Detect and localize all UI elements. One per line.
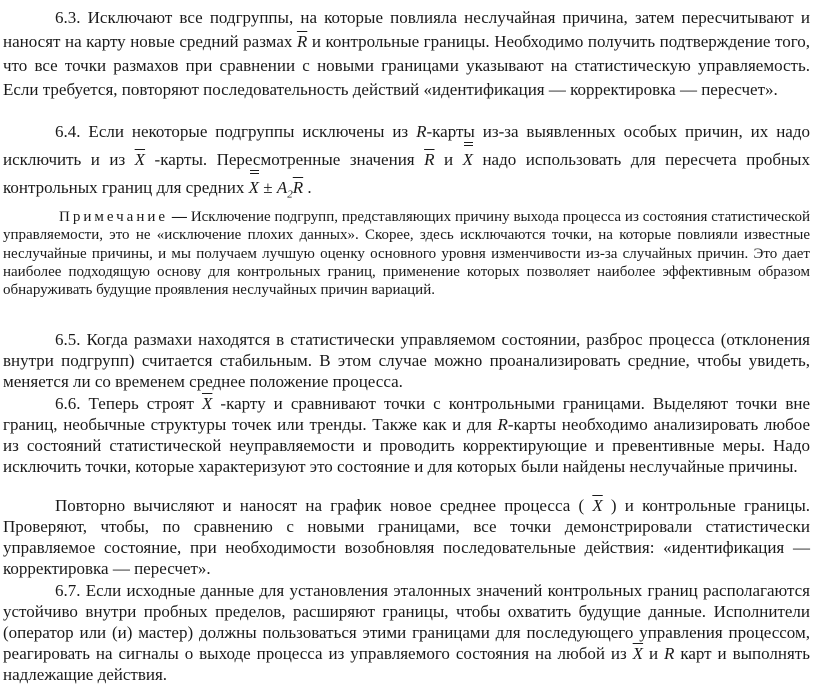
p66-lead: 6.6. Теперь строят	[55, 394, 202, 413]
x-bar-symbol: $\overline{X}$	[201, 394, 213, 413]
p64-mid3: надо использовать для пересчета пробных контрольных границ для средних	[3, 150, 810, 197]
p64-mid2: -карты. Пересмотренные значения	[145, 150, 425, 169]
r-bar-symbol: $\overline{R}$	[424, 150, 435, 169]
paragraph-6-6	[3, 393, 810, 477]
paragraph-6-6-continued	[3, 495, 810, 579]
p66-mid: -карту и сравнивают точки с контрольными границами. Выделяют точки вне границ, необычные структуры точек или тренды. Также как и для	[3, 394, 810, 434]
p64-lead: 6.4. Если некоторые подгруппы исключены из	[55, 122, 417, 141]
x-double-bar-symbol: X	[463, 146, 473, 174]
x-bar-symbol: $\overline{X}$	[592, 496, 603, 515]
note-text: Исключение подгрупп, представляющих причину выхода процесса из состояния статистической управляемости, это не «исключение плохих данных». Скорее, здесь исключаются точки, на которые повлияли известные неслучайные причины, и мы получаем лучшую оценку основного уровня изменчивости из-за случайных причин. Это дает наиболее подходящую основу для контрольных границ, применение которых позволяет наиболее эффективным образом обнаруживать будущие проявления неслучайных причин вариаций.	[3, 209, 810, 299]
p64-and: и	[434, 150, 463, 169]
formula-subscript: 2	[287, 188, 293, 201]
p67-tail: карт и выполнять надлежащие действия.	[3, 644, 810, 684]
formula-a: A	[276, 178, 288, 197]
r-card-symbol: R	[664, 644, 675, 663]
note-dash: —	[168, 209, 191, 225]
note-block	[3, 208, 810, 299]
p64-end: .	[303, 178, 312, 197]
r-card-symbol: R	[416, 122, 427, 141]
p66b-lead: Повторно вычисляют и наносят на график новое среднее процесса (	[55, 496, 593, 515]
note-label: Примечание	[59, 209, 169, 225]
paragraph-6-4	[3, 118, 810, 208]
paragraph-6-7	[3, 580, 810, 685]
paragraph-6-3	[3, 6, 810, 102]
formula-r-bar: $\overline{R}$	[292, 178, 304, 197]
p63-tail: и контрольные границы. Необходимо получить подтверждение того, что все точки размахов при сравнении с новыми границами указывают на статистическую управляемость. Если требуется, повторяют последовательность действий «идентификация — корректировка — пересчет».	[3, 32, 810, 99]
paragraph-6-5	[3, 329, 810, 392]
p66b-tail: ) и контрольные границы. Проверяют, чтобы, по сравнению с новыми границами, все точки демонстрировали статистически управляемое состояние, при необходимости возобновляя последовательные действия: «идентификация — корректировка — пересчет».	[3, 496, 810, 578]
p65-text: 6.5. Когда размахи находятся в статистически управляемом состоянии, разброс процесса (отклонения внутри подгрупп) считается стабильным. В этом случае можно проанализировать средние, чтобы увидеть, меняется ли со временем среднее положение процесса.	[3, 330, 810, 391]
r-card-symbol: R	[497, 415, 508, 434]
p67-lead: 6.7. Если исходные данные для установления эталонных значений контрольных границ располагаются устойчиво внутри пробных пределов, расширяют границы, чтобы охватить будущие данные. Исполнители (оператор или (и) мастер) должны пользоваться этими границами для последующего управления процессом, реагировать на сигналы о выходе процесса из управляемого состояния на любой из	[3, 581, 810, 663]
p63-lead: 6.3. Исключают все подгруппы, на которые повлияла неслучайная причина, затем пересчитывают и наносят на карту новые средний размах	[3, 8, 810, 51]
x-bar-symbol: $\overline{X}$	[134, 150, 146, 169]
p66-tail: -карты необходимо анализировать любое из состояний статистической неуправляемости и проводить корректирующие и превентивные меры. Надо исключить точки, которые характеризуют это состояние и для которых были найдены неслучайные причины.	[3, 415, 810, 476]
p64-mid1: -карты из-за выявленных особых причин, их надо исключить и из	[3, 122, 810, 169]
x-bar-symbol: $\overline{X}$	[632, 644, 644, 663]
formula-x-double-bar: X	[249, 174, 259, 202]
r-bar-symbol: $\overline{R}$	[296, 32, 308, 51]
formula-plus-minus: ±	[259, 178, 277, 197]
p67-and: и	[643, 644, 665, 663]
